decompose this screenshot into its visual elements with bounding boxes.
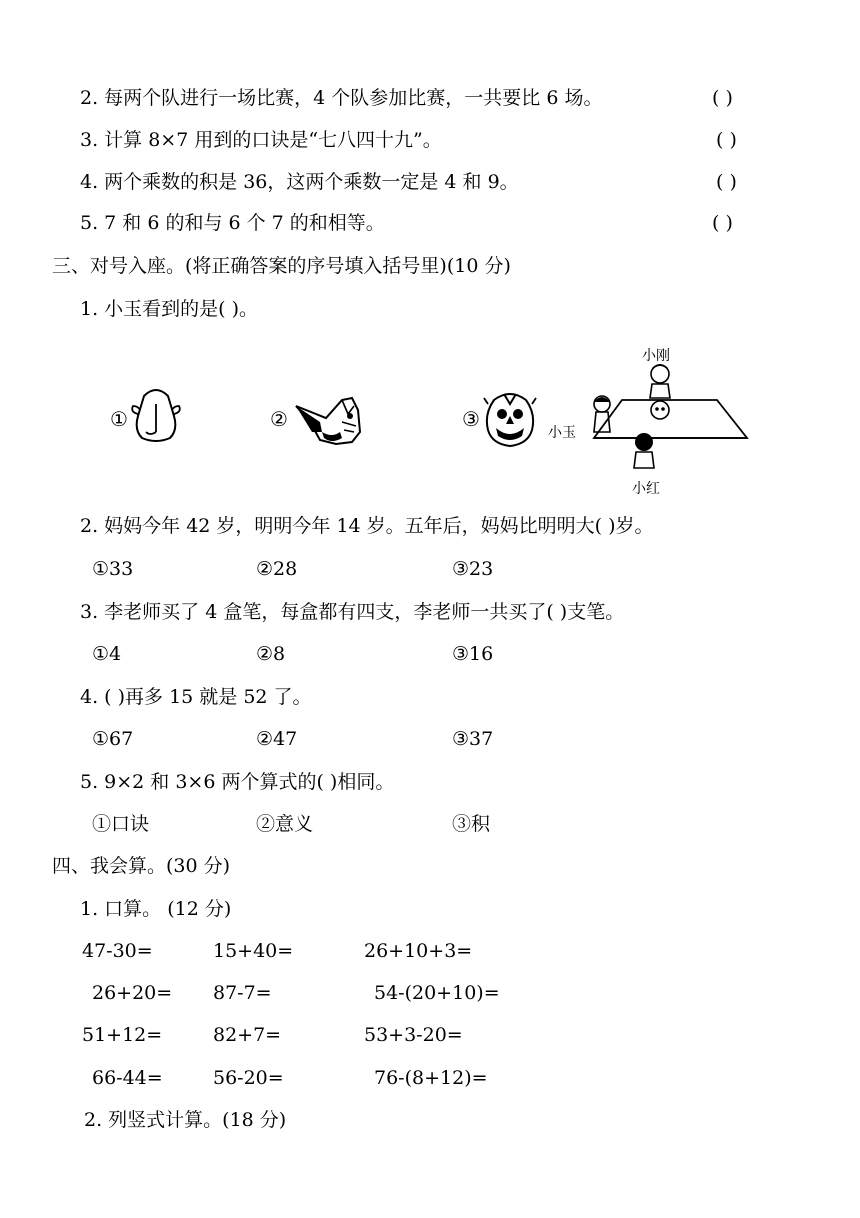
calc-item[interactable]: 54-(20+10)= [374,982,500,1004]
calc-item[interactable]: 51+12= [82,1024,163,1046]
judge-item-4: 4. 两个乘数的积是 36，这两个乘数一定是 4 和 9。 [80,171,519,193]
option-3[interactable]: ③积 [452,813,491,835]
answer-paren[interactable]: ( ) [712,212,733,234]
xiaoyu-label: 小玉 [548,425,576,441]
option-2[interactable]: ②8 [256,643,286,665]
lion-head-back-view-figure [130,386,182,446]
calc-item[interactable]: 76-(8+12)= [374,1067,488,1089]
option-1[interactable]: ①口诀 [92,813,150,835]
option-1[interactable]: ①4 [92,643,122,665]
calc-item[interactable]: 47-30= [82,940,153,962]
calc-item[interactable]: 56-20= [213,1067,284,1089]
calc-item[interactable]: 26+10+3= [364,940,473,962]
lion-head-side-view-figure [292,392,364,448]
option-1[interactable]: ①67 [92,728,134,750]
calc-item[interactable]: 66-44= [92,1067,163,1089]
option-1-label[interactable]: ① [110,407,128,431]
section-4-title: 四、我会算。(30 分) [52,855,231,877]
question-3-5: 5. 9×2 和 3×6 两个算式的( )相同。 [80,771,395,793]
calc-item[interactable]: 26+20= [92,982,173,1004]
calc-item[interactable]: 87-7= [213,982,272,1004]
calc-item[interactable]: 53+3-20= [364,1024,463,1046]
option-1[interactable]: ①33 [92,558,134,580]
answer-paren[interactable]: ( ) [716,171,737,193]
option-3-label[interactable]: ③ [462,407,480,431]
option-3[interactable]: ③23 [452,558,494,580]
judge-item-2: 2. 每两个队进行一场比赛，4 个队参加比赛，一共要比 6 场。 [80,87,603,109]
question-3-4: 4. ( )再多 15 就是 52 了。 [80,686,312,708]
xiaohong-label: 小红 [632,481,660,497]
option-2[interactable]: ②28 [256,558,298,580]
question-4-2: 2. 列竖式计算。(18 分) [84,1109,287,1131]
answer-paren[interactable]: ( ) [716,129,737,151]
section-3-title: 三、对号入座。(将正确答案的序号填入括号里)(10 分) [52,255,511,277]
table-scene-figure [592,360,752,470]
question-3-3: 3. 李老师买了 4 盒笔，每盒都有四支，李老师一共买了( )支笔。 [80,601,625,623]
question-3-2: 2. 妈妈今年 42 岁，明明今年 14 岁。五年后，妈妈比明明大( )岁。 [80,515,654,537]
option-3[interactable]: ③16 [452,643,494,665]
option-2-label[interactable]: ② [270,407,288,431]
calc-item[interactable]: 82+7= [213,1024,282,1046]
question-3-1: 1. 小玉看到的是( )。 [80,298,259,320]
lion-head-front-view-figure [482,390,538,450]
calc-item[interactable]: 15+40= [213,940,294,962]
option-3[interactable]: ③37 [452,728,494,750]
option-2[interactable]: ②意义 [256,813,314,835]
xiaogang-label: 小刚 [642,348,670,364]
option-2[interactable]: ②47 [256,728,298,750]
judge-item-5: 5. 7 和 6 的和与 6 个 7 的和相等。 [80,212,385,234]
answer-paren[interactable]: ( ) [712,87,733,109]
judge-item-3: 3. 计算 8×7 用到的口诀是“七八四十九”。 [80,129,442,151]
question-4-1: 1. 口算。 (12 分) [80,898,232,920]
